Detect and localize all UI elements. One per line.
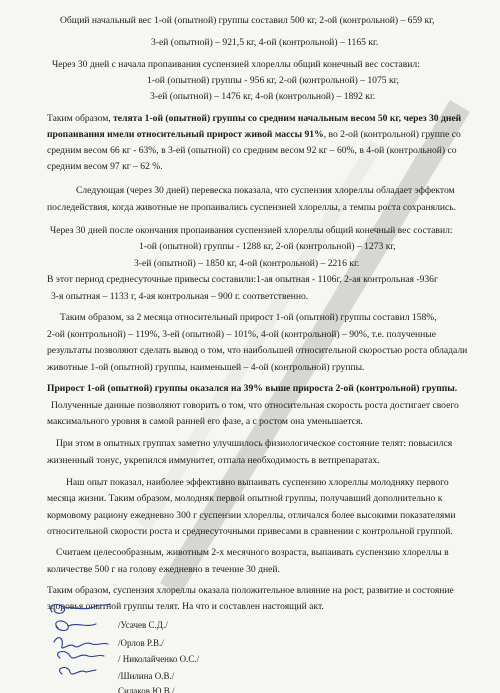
text-line: Через 30 дней с начала пропаивания суспензией хлореллы общий конечный вес составил: — [52, 59, 420, 70]
text-line: количестве 500 г на голову ежедневно в течение 30 дней. — [47, 564, 280, 575]
text-line: жизненный тонус, укрепился иммунитет, отпала необходимость в ветпрепаратах. — [47, 455, 380, 466]
signature-name: Силаков Ю.В./ — [118, 686, 175, 693]
text-line: кормовому рациону ежедневно 300 г суспензии хлореллы, отличался более высокими показателями — [47, 510, 456, 521]
text-line: Таким образом, за 2 месяца относительный прирост 1-ой (опытной) группы составил 158%, — [60, 312, 437, 323]
text-line: относительной скорости роста и среднесуточными привесами в сравнении с контрольной группой. — [47, 526, 453, 537]
text-line: Через 30 дней после окончания пропаивания суспензией хлореллы общий конечный вес составил: — [50, 225, 453, 236]
text-line: В этот период среднесуточные привесы составили:1-ая опытная - 1106г, 2-ая контрольная -936г — [47, 274, 438, 285]
text-line: месяца жизни. Таким образом, молодняк первой опытной группы, получавший дополнительно к — [47, 493, 443, 504]
text-line: Считаем целесообразным, животным 2-х месячного возраста, выпаивать суспензию хлореллы в — [56, 547, 449, 558]
text-line: При этом в опытных группах заметно улучшилось физиологическое состояние телят: повысился — [56, 438, 453, 449]
bold-text-span: телята 1-ой (опытной) группы со средним начальным весом 50 кг, через 30 дней — [113, 113, 462, 124]
text-line: 1-ой (опытной) группы - 956 кг, 2-ой (контрольной) – 1075 кг, — [147, 75, 399, 86]
text-span: , во 2-ой (контрольной) группе со — [323, 129, 461, 140]
text-line: 3-ей (опытной) – 1476 кг, 4-ой (контрольной) – 1892 кг. — [150, 91, 376, 102]
signature-name: /Усачев С.Д./ — [118, 620, 168, 630]
signature-name: /Шилина О.В./ — [118, 671, 175, 681]
signature-name: / Николайченко О.С./ — [118, 654, 200, 664]
text-line: животные 1-ой (опытной) группы, наименьшей – 4-ой (контрольной) группы. — [47, 362, 365, 373]
handwritten-signatures — [40, 598, 115, 690]
text-line: результаты позволяют сделать вывод о том, что наибольшей относительной скоростью роста обладали — [47, 345, 468, 356]
text-line: Общий начальный вес 1-ой (опытной) группы составил 500 кг, 2-ой (контрольной) – 659 кг, — [60, 15, 435, 26]
bold-text-line: Прирост 1-ой (опытной) группы оказался на 39% выше прироста 2-ой (контрольной) группы. — [47, 383, 458, 394]
signature-name: /Орлов Р.В./ — [118, 638, 164, 648]
text-span: Таким образом, — [47, 113, 114, 124]
text-line: 3-ей (опытной) – 921,5 кг, 4-ой (контрольной) – 1165 кг. — [151, 37, 379, 48]
text-line: Полученные данные позволяют говорить о том, что относительная скорость роста достигает своего — [51, 400, 459, 411]
text-line: 3-я опытная – 1133 г, 4-ая контрольная – 900 г. соответственно. — [51, 291, 309, 302]
text-line: максимального уровня в самой ранней его фазе, а с ростом она уменьшается. — [47, 416, 363, 427]
text-line — [47, 128, 461, 142]
text-line: средним весом 97 кг – 62 %. — [47, 161, 163, 172]
text-line: Таким образом, суспензия хлореллы оказала положительное влияние на рост, развитие и состояние — [47, 585, 454, 596]
text-line: 1-ой (опытной) группы - 1288 кг, 2-ой (контрольной) – 1273 кг, — [139, 241, 396, 252]
text-line: средним весом 66 кг - 63%, в 3-ей (опытной) со средним весом 92 кг – 60%, в 4-ой (контрольной) со — [47, 145, 457, 156]
text-line: 3-ей (опытной) – 1850 кг, 4-ой (контрольной) – 2216 кг. — [134, 258, 360, 269]
text-line — [47, 112, 461, 126]
text-line: 2-ой (контрольной) – 119%, 3-ей (опытной) – 101%, 4-ой (контрольной) – 90%, т.е. полученные — [47, 329, 436, 340]
text-line: Наш опыт показал, наиболее эффективно выпаивать суспензию хлореллы молодняку первого — [66, 477, 449, 488]
text-line: здоровья опытной группы телят. На что и составлен настоящий акт. — [47, 601, 324, 612]
text-line: последействия, когда животные не пропаивались суспензией хлореллы, а темпы роста сохранялись. — [47, 202, 457, 213]
text-line: Следующая (через 30 дней) перевеска показала, что суспензия хлореллы обладает эффектом — [76, 185, 455, 196]
bold-text-span: пропаивания имели относительный прирост живой массы 91% — [47, 129, 324, 140]
